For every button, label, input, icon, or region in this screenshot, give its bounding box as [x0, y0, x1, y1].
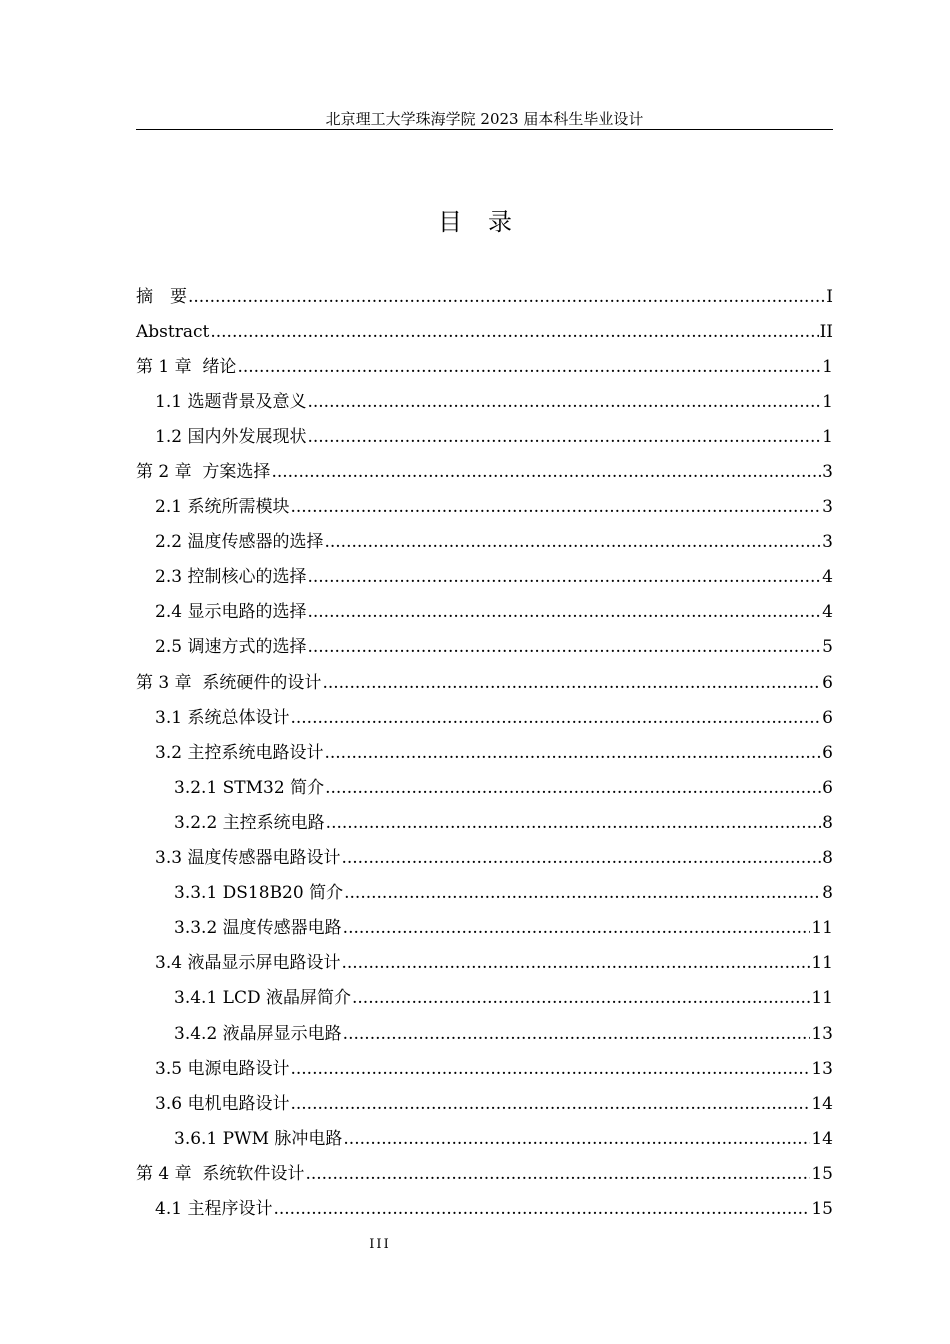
toc-entry-label: 第 2 章 方案选择 [136, 462, 271, 483]
toc-entry[interactable] [136, 630, 833, 665]
toc-entry-page: 14 [811, 1093, 833, 1114]
toc-entry[interactable] [136, 876, 833, 911]
toc-dot-leader [344, 883, 821, 903]
toc-entry-page: 4 [822, 602, 833, 623]
toc-dot-leader [307, 637, 821, 657]
toc-dot-leader [290, 1094, 810, 1114]
toc-entry-label: 3.6.1 PWM 脉冲电路 [174, 1128, 343, 1149]
toc-entry-label: 3.2.2 主控系统电路 [174, 812, 325, 833]
page-title: 目录 [438, 208, 538, 236]
toc-dot-leader [324, 532, 821, 552]
toc-dot-leader [343, 918, 811, 938]
toc-dot-leader [307, 392, 821, 412]
toc-entry-page: 6 [822, 672, 833, 693]
toc-entry-page: 6 [822, 742, 833, 763]
toc-entry-label: 3.4.2 液晶屏显示电路 [174, 1023, 342, 1044]
toc-dot-leader [305, 1164, 810, 1184]
toc-entry[interactable] [136, 770, 833, 805]
toc-entry-page: 11 [811, 918, 833, 939]
toc-entry-page: 11 [811, 953, 833, 974]
toc-entry-page: 1 [822, 391, 833, 412]
toc-entry-page: 15 [811, 1198, 833, 1219]
toc-entry-page: 13 [811, 1058, 833, 1079]
toc-dot-leader [307, 602, 821, 622]
toc-entry[interactable] [136, 595, 833, 630]
toc-entry[interactable] [136, 1051, 833, 1086]
toc-entry-label: 2.1 系统所需模块 [155, 497, 290, 518]
toc-entry[interactable] [136, 946, 833, 981]
toc-entry-page: 5 [822, 637, 833, 658]
toc-entry-page: 1 [822, 356, 833, 377]
toc-dot-leader [273, 1199, 810, 1219]
toc-entry-label: 2.4 显示电路的选择 [155, 602, 307, 623]
toc-entry-label: 3.2 主控系统电路设计 [155, 742, 324, 763]
toc-dot-leader [271, 462, 821, 482]
toc-dot-leader [325, 778, 821, 798]
toc-entry[interactable] [136, 560, 833, 595]
toc-entry-label: 3.4 液晶显示屏电路设计 [155, 953, 341, 974]
toc-dot-leader [343, 1129, 810, 1149]
toc-dot-leader [307, 567, 821, 587]
toc-entry[interactable] [136, 1156, 833, 1191]
running-header: 北京理工大学珠海学院 2023 届本科生毕业设计 [325, 110, 644, 128]
toc-dot-leader [290, 1059, 810, 1079]
toc-entry-page: 3 [822, 462, 833, 483]
toc-dot-leader [188, 287, 825, 307]
toc-entry[interactable] [136, 349, 833, 384]
toc-entry-label: 1.1 选题背景及意义 [155, 391, 307, 412]
toc-entry[interactable] [136, 805, 833, 840]
toc-dot-leader [290, 497, 821, 517]
toc-entry[interactable] [136, 279, 833, 314]
toc-entry-label: 1.2 国内外发展现状 [155, 426, 307, 447]
toc-entry-page: 8 [822, 848, 833, 869]
toc-entry-label: 2.2 温度传感器的选择 [155, 532, 324, 553]
toc-entry-label: 3.3 温度传感器电路设计 [155, 848, 341, 869]
toc-dot-leader [352, 988, 810, 1008]
toc-dot-leader [324, 743, 821, 763]
page-number: III [369, 1237, 391, 1252]
toc-dot-leader [290, 708, 821, 728]
toc-entry-page: 4 [822, 567, 833, 588]
toc-entry[interactable] [136, 1086, 833, 1121]
toc-entry-label: 3.4.1 LCD 液晶屏简介 [174, 988, 351, 1009]
toc-entry[interactable] [136, 981, 833, 1016]
header-rule [136, 129, 833, 130]
toc-entry-label: 4.1 主程序设计 [155, 1198, 273, 1219]
toc-entry-page: I [826, 286, 833, 307]
toc-entry[interactable] [136, 735, 833, 770]
toc-entry[interactable] [136, 419, 833, 454]
toc-entry[interactable] [136, 490, 833, 525]
toc-entry[interactable] [136, 665, 833, 700]
toc-dot-leader [341, 953, 810, 973]
toc-entry-page: 3 [822, 497, 833, 518]
toc-dot-leader [322, 673, 821, 693]
toc-entry-label: 2.5 调速方式的选择 [155, 637, 307, 658]
toc-entry[interactable] [136, 700, 833, 735]
toc-entry-page: 3 [822, 532, 833, 553]
toc-entry-page: 15 [811, 1163, 833, 1184]
toc-dot-leader [210, 322, 818, 342]
toc-entry-page: 11 [811, 988, 833, 1009]
toc-entry-label: Abstract [136, 321, 210, 342]
toc-entry-label: 第 3 章 系统硬件的设计 [136, 672, 322, 693]
toc-entry-page: II [819, 321, 833, 342]
toc-entry[interactable] [136, 1016, 833, 1051]
table-of-contents [136, 279, 833, 1227]
toc-dot-leader [326, 813, 822, 833]
toc-entry[interactable] [136, 454, 833, 489]
toc-entry-label: 2.3 控制核心的选择 [155, 567, 307, 588]
toc-entry-label: 3.6 电机电路设计 [155, 1093, 290, 1114]
toc-entry-label: 第 4 章 系统软件设计 [136, 1163, 305, 1184]
toc-entry[interactable] [136, 1191, 833, 1226]
toc-dot-leader [341, 848, 821, 868]
toc-entry-page: 8 [822, 883, 833, 904]
toc-entry-page: 14 [811, 1128, 833, 1149]
toc-entry-page: 8 [822, 812, 833, 833]
toc-entry[interactable] [136, 911, 833, 946]
toc-dot-leader [237, 357, 821, 377]
toc-entry-label: 摘 要 [136, 286, 187, 307]
toc-entry-page: 1 [822, 426, 833, 447]
toc-entry-page: 6 [822, 777, 833, 798]
toc-entry[interactable] [136, 314, 833, 349]
toc-entry[interactable] [136, 384, 833, 419]
toc-entry-label: 第 1 章 绪论 [136, 356, 237, 377]
toc-dot-leader [343, 1024, 811, 1044]
toc-entry-page: 13 [811, 1023, 833, 1044]
toc-entry-label: 3.5 电源电路设计 [155, 1058, 290, 1079]
toc-entry[interactable] [136, 1121, 833, 1156]
toc-entry-label: 3.3.1 DS18B20 简介 [174, 883, 344, 904]
toc-entry[interactable] [136, 841, 833, 876]
toc-entry-label: 3.1 系统总体设计 [155, 707, 290, 728]
toc-entry-page: 6 [822, 707, 833, 728]
toc-dot-leader [307, 427, 821, 447]
toc-entry-label: 3.3.2 温度传感器电路 [174, 918, 342, 939]
toc-entry[interactable] [136, 525, 833, 560]
toc-entry-label: 3.2.1 STM32 简介 [174, 777, 325, 798]
